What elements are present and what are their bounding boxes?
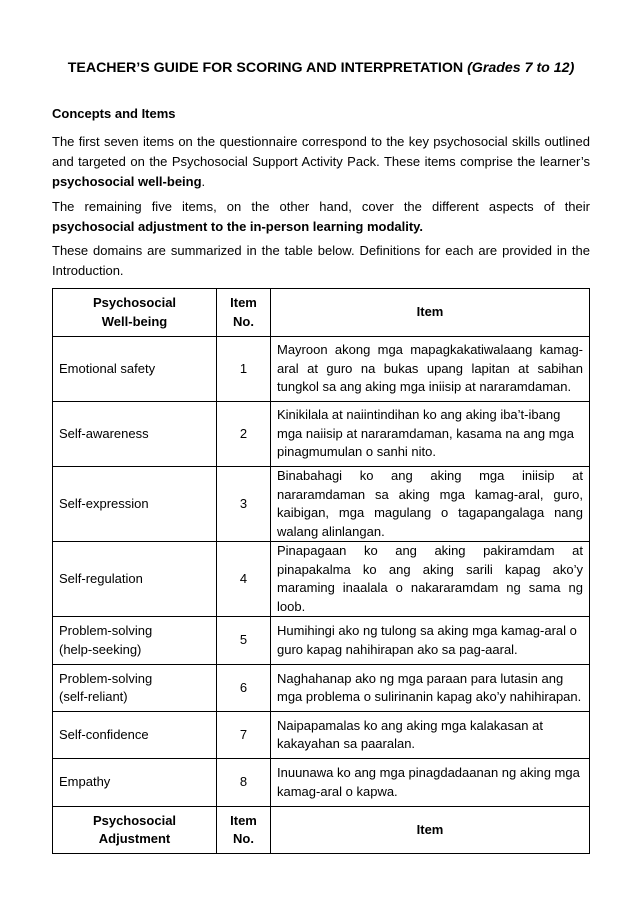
header-no-cell: Item No. xyxy=(217,289,271,337)
table-row: Self-regulation 4 Pinapagaan ko ang aking pakiramdam at pinapakalma ko ang aking sarili kapag ako’y maraming inaalala o nakararamdam ng sama ng loob. xyxy=(53,542,590,617)
header-no-cell: Item No. xyxy=(217,807,271,854)
table-row: Problem-solving (self-reliant) 6 Naghahanap ako ng mga paraan para lutasin ang mga problema o sulirinanin kapag ako’y nahihirapan. xyxy=(53,665,590,712)
table-row: Self-awareness 2 Kinikilala at naiintindihan ko ang aking iba’t-ibang mga naiisip at nararamdaman, kasama na ang mga pinagmumulan o sanhi nito. xyxy=(53,402,590,467)
paragraph-3: These domains are summarized in the table below. Definitions for each are provided in the Introduction. xyxy=(52,243,590,278)
header-item-cell: Item xyxy=(271,289,590,337)
domains-table xyxy=(52,288,590,854)
page-title xyxy=(52,60,590,76)
header-domain-cell: Psychosocial Well-being xyxy=(53,289,217,337)
title-main: TEACHER’S GUIDE FOR SCORING AND INTERPRETATION xyxy=(67,60,464,76)
section-heading: Concepts and Items xyxy=(52,106,176,121)
table-row: Empathy 8 Inuunawa ko ang mga pinagdadaanan ng aking mga kamag-aral o kapwa. xyxy=(53,759,590,807)
paragraph-1: The first seven items on the questionnaire correspond to the key psychosocial skills outlined and targeted on the Psychosocial Support Activity Pack. These items comprise the learner’s psychosocial well-being. xyxy=(52,134,590,189)
table-row: Self-confidence 7 Naipapamalas ko ang aking mga kalakasan at kakayahan sa paaralan. xyxy=(53,712,590,759)
table-header-wellbeing xyxy=(53,289,590,337)
table-row: Self-expression 3 Binabahagi ko ang aking mga iniisip at nararamdaman sa aking mga kamag-aral, guro, kaibigan, mga magulang o tagapangalaga nang walang alinlangan. xyxy=(53,467,590,542)
header-domain-cell: Psychosocial Adjustment xyxy=(53,807,217,854)
table-row: Emotional safety 1 Mayroon akong mga mapagkakatiwalaang kamag-aral at guro na bukas upang lapitan at sabihan tungkol sa ang aking mga iniisip at nararamdaman. xyxy=(53,337,590,402)
title-grades: (Grades 7 to 12) xyxy=(467,60,575,76)
table-header-adjustment xyxy=(53,807,590,854)
header-item-cell: Item xyxy=(271,807,590,854)
paragraph-2: The remaining five items, on the other hand, cover the different aspects of their psychosocial adjustment to the in-person learning modality. xyxy=(52,199,590,234)
table-row: Problem-solving (help-seeking) 5 Humihingi ako ng tulong sa aking mga kamag-aral o guro kapag nahihirapan ako sa pag-aaral. xyxy=(53,617,590,665)
